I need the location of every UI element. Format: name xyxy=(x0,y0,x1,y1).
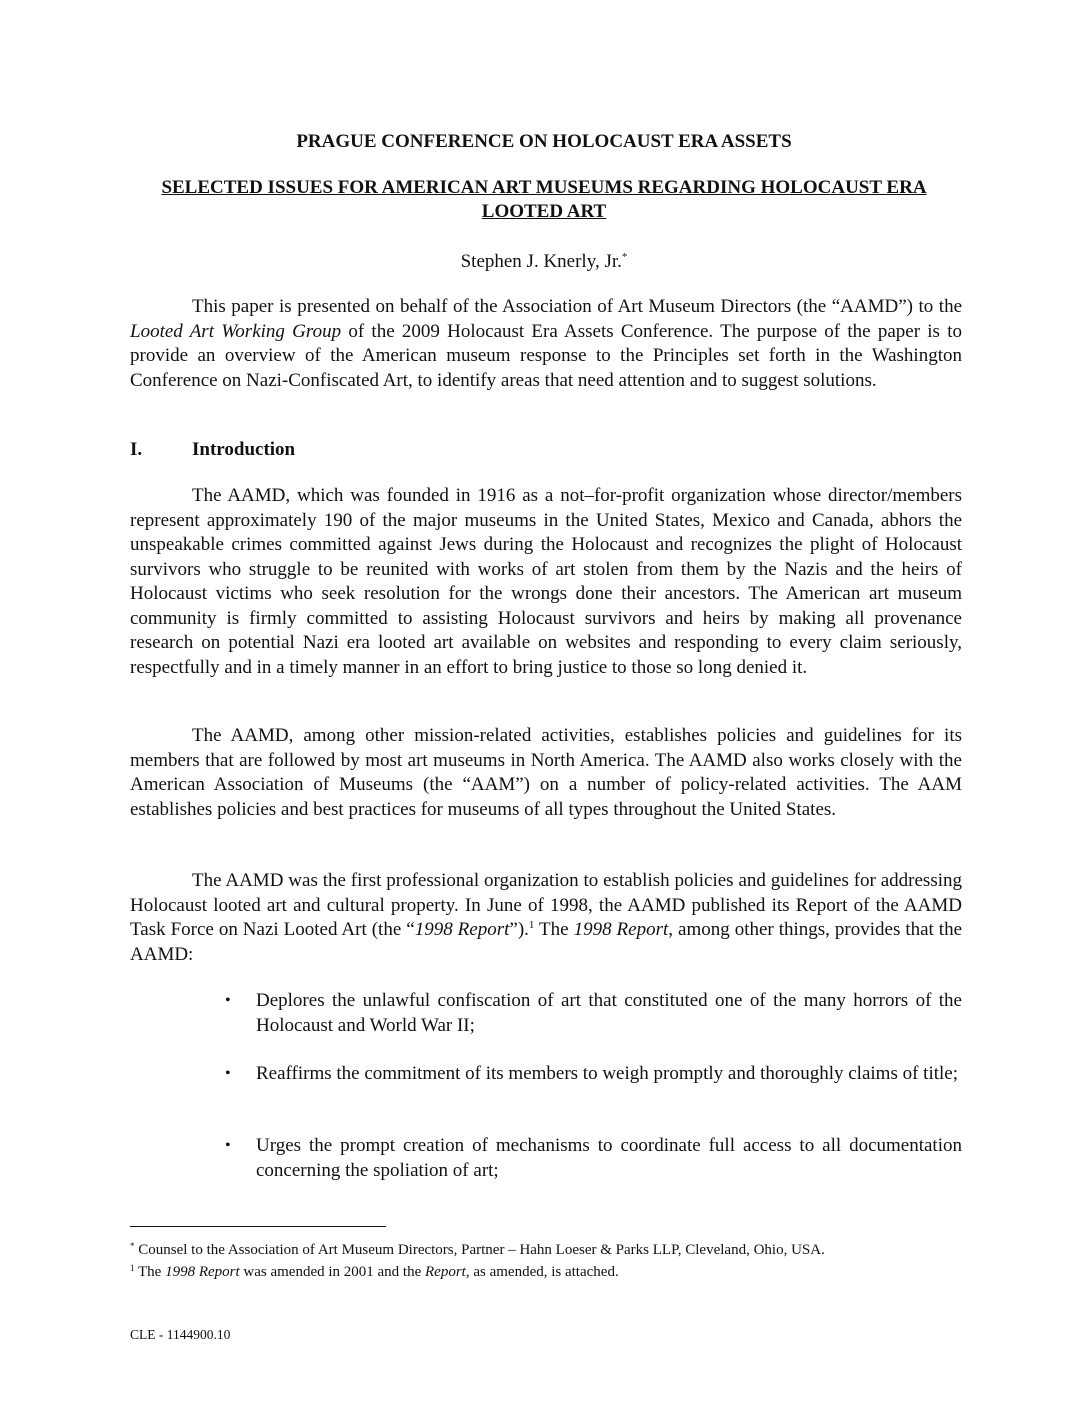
section-number: I. xyxy=(130,439,143,460)
intro-text-2: of the 2009 Holocaust Era Assets Conference. The purpose of the paper is to provide an overview of the American museum response to the Principles set forth in the Washington Conference on Nazi-Confiscated Art, to identify areas that need attention and to suggest solutions. xyxy=(130,320,962,391)
bullet-text: Reaffirms the commitment of its members to weigh promptly and thoroughly claims of title; xyxy=(256,1063,958,1084)
footnote-ref-1: 1 xyxy=(528,919,535,931)
footnote-star-text: Counsel to the Association of Art Museum Directors, Partner – Hahn Loeser & Parks LLP, Cleveland, Ohio, USA. xyxy=(134,1242,825,1258)
report-italic-1: 1998 Report xyxy=(414,919,510,940)
author-name: Stephen J. Knerly, Jr. xyxy=(460,251,622,272)
intro-paragraph xyxy=(130,295,962,393)
section-heading xyxy=(130,438,962,462)
intro-italic-working-group: Looted Art Working Group xyxy=(130,320,342,342)
bullet-item xyxy=(225,1062,962,1087)
bullet-item xyxy=(225,989,962,1038)
author-footnote-marker: * xyxy=(621,251,628,263)
report-text-3: The xyxy=(534,919,574,940)
report-text-4: , among other things, provides that the AAMD: xyxy=(130,919,963,965)
paragraph-aamd-founding: The AAMD, which was founded in 1916 as a not–for-profit organization whose director/members represent approximately 190 of the major museums in the United States, Mexico and Canada, abhors the unspeakable crimes committed against Jews during the Holocaust and recognizes the plight of Holocaust survivors who struggle to be reunited with works of art stolen from them by the Nazis and the heirs of Holocaust victims who seek resolution for the wrongs done their ancestors. The American art museum community is firmly committed to assisting Holocaust survivors and heirs by making all provenance research on potential Nazi era looted art available on websites and responding to every claim seriously, respectfully and in a timely manner in an effort to bring justice to those so long denied it. xyxy=(130,485,962,678)
footnote-1 xyxy=(130,1262,990,1282)
footnote-1-italic-1: 1998 Report xyxy=(165,1264,240,1280)
author-line xyxy=(0,250,1088,274)
report-text-1: The AAMD was the first professional organization to establish policies and guidelines for addressing Holocaust looted art and cultural property. In June of 1998, the AAMD published its Report of the AAMD Task Force on Nazi Looted Art (the “ xyxy=(130,870,962,940)
bullet-text: Urges the prompt creation of mechanisms to coordinate full access to all documentation concerning the spoliation of art; xyxy=(256,1135,962,1181)
bullet-text: Deplores the unlawful confiscation of art that constituted one of the many horrors of the Holocaust and World War II; xyxy=(256,990,962,1036)
paragraph-aamd-policies: The AAMD, among other mission-related activities, establishes policies and guidelines for its members that are followed by most art museums in North America. The AAMD also works closely with the American Association of Museums (the “AAM”) on a number of policy-related activities. The AAM establishes policies and best practices for museums of all types throughout the United States. xyxy=(130,725,962,820)
footnote-star xyxy=(130,1240,990,1260)
report-italic-2: 1998 Report xyxy=(573,919,669,940)
section-title: Introduction xyxy=(192,439,296,460)
paragraph-1998-report xyxy=(130,869,962,967)
document-title: PRAGUE CONFERENCE ON HOLOCAUST ERA ASSETS xyxy=(296,131,792,152)
footnote-1-text-3: , as amended, is attached. xyxy=(465,1264,619,1280)
footnote-1-text-2: was amended in 2001 and the xyxy=(239,1264,426,1280)
document-id: CLE - 1144900.10 xyxy=(130,1327,231,1342)
document-subtitle: SELECTED ISSUES FOR AMERICAN ART MUSEUMS REGARDING HOLOCAUST ERA LOOTED ART xyxy=(161,177,927,222)
footnote-star-marker: * xyxy=(130,1241,135,1251)
footnote-1-text-1: The xyxy=(134,1264,166,1280)
footnote-1-marker: 1 xyxy=(130,1263,135,1273)
report-text-2: ”). xyxy=(509,919,529,940)
bullet-dot-icon: • xyxy=(225,1137,231,1154)
footnote-divider xyxy=(130,1226,386,1227)
bullet-dot-icon: • xyxy=(225,992,231,1009)
footnote-1-italic-2: Report xyxy=(425,1264,466,1280)
intro-text-1: This paper is presented on behalf of the Association of Art Museum Directors (the “AAMD”) to the xyxy=(192,296,962,317)
bullet-item xyxy=(225,1134,962,1183)
bullet-dot-icon: • xyxy=(225,1065,231,1082)
